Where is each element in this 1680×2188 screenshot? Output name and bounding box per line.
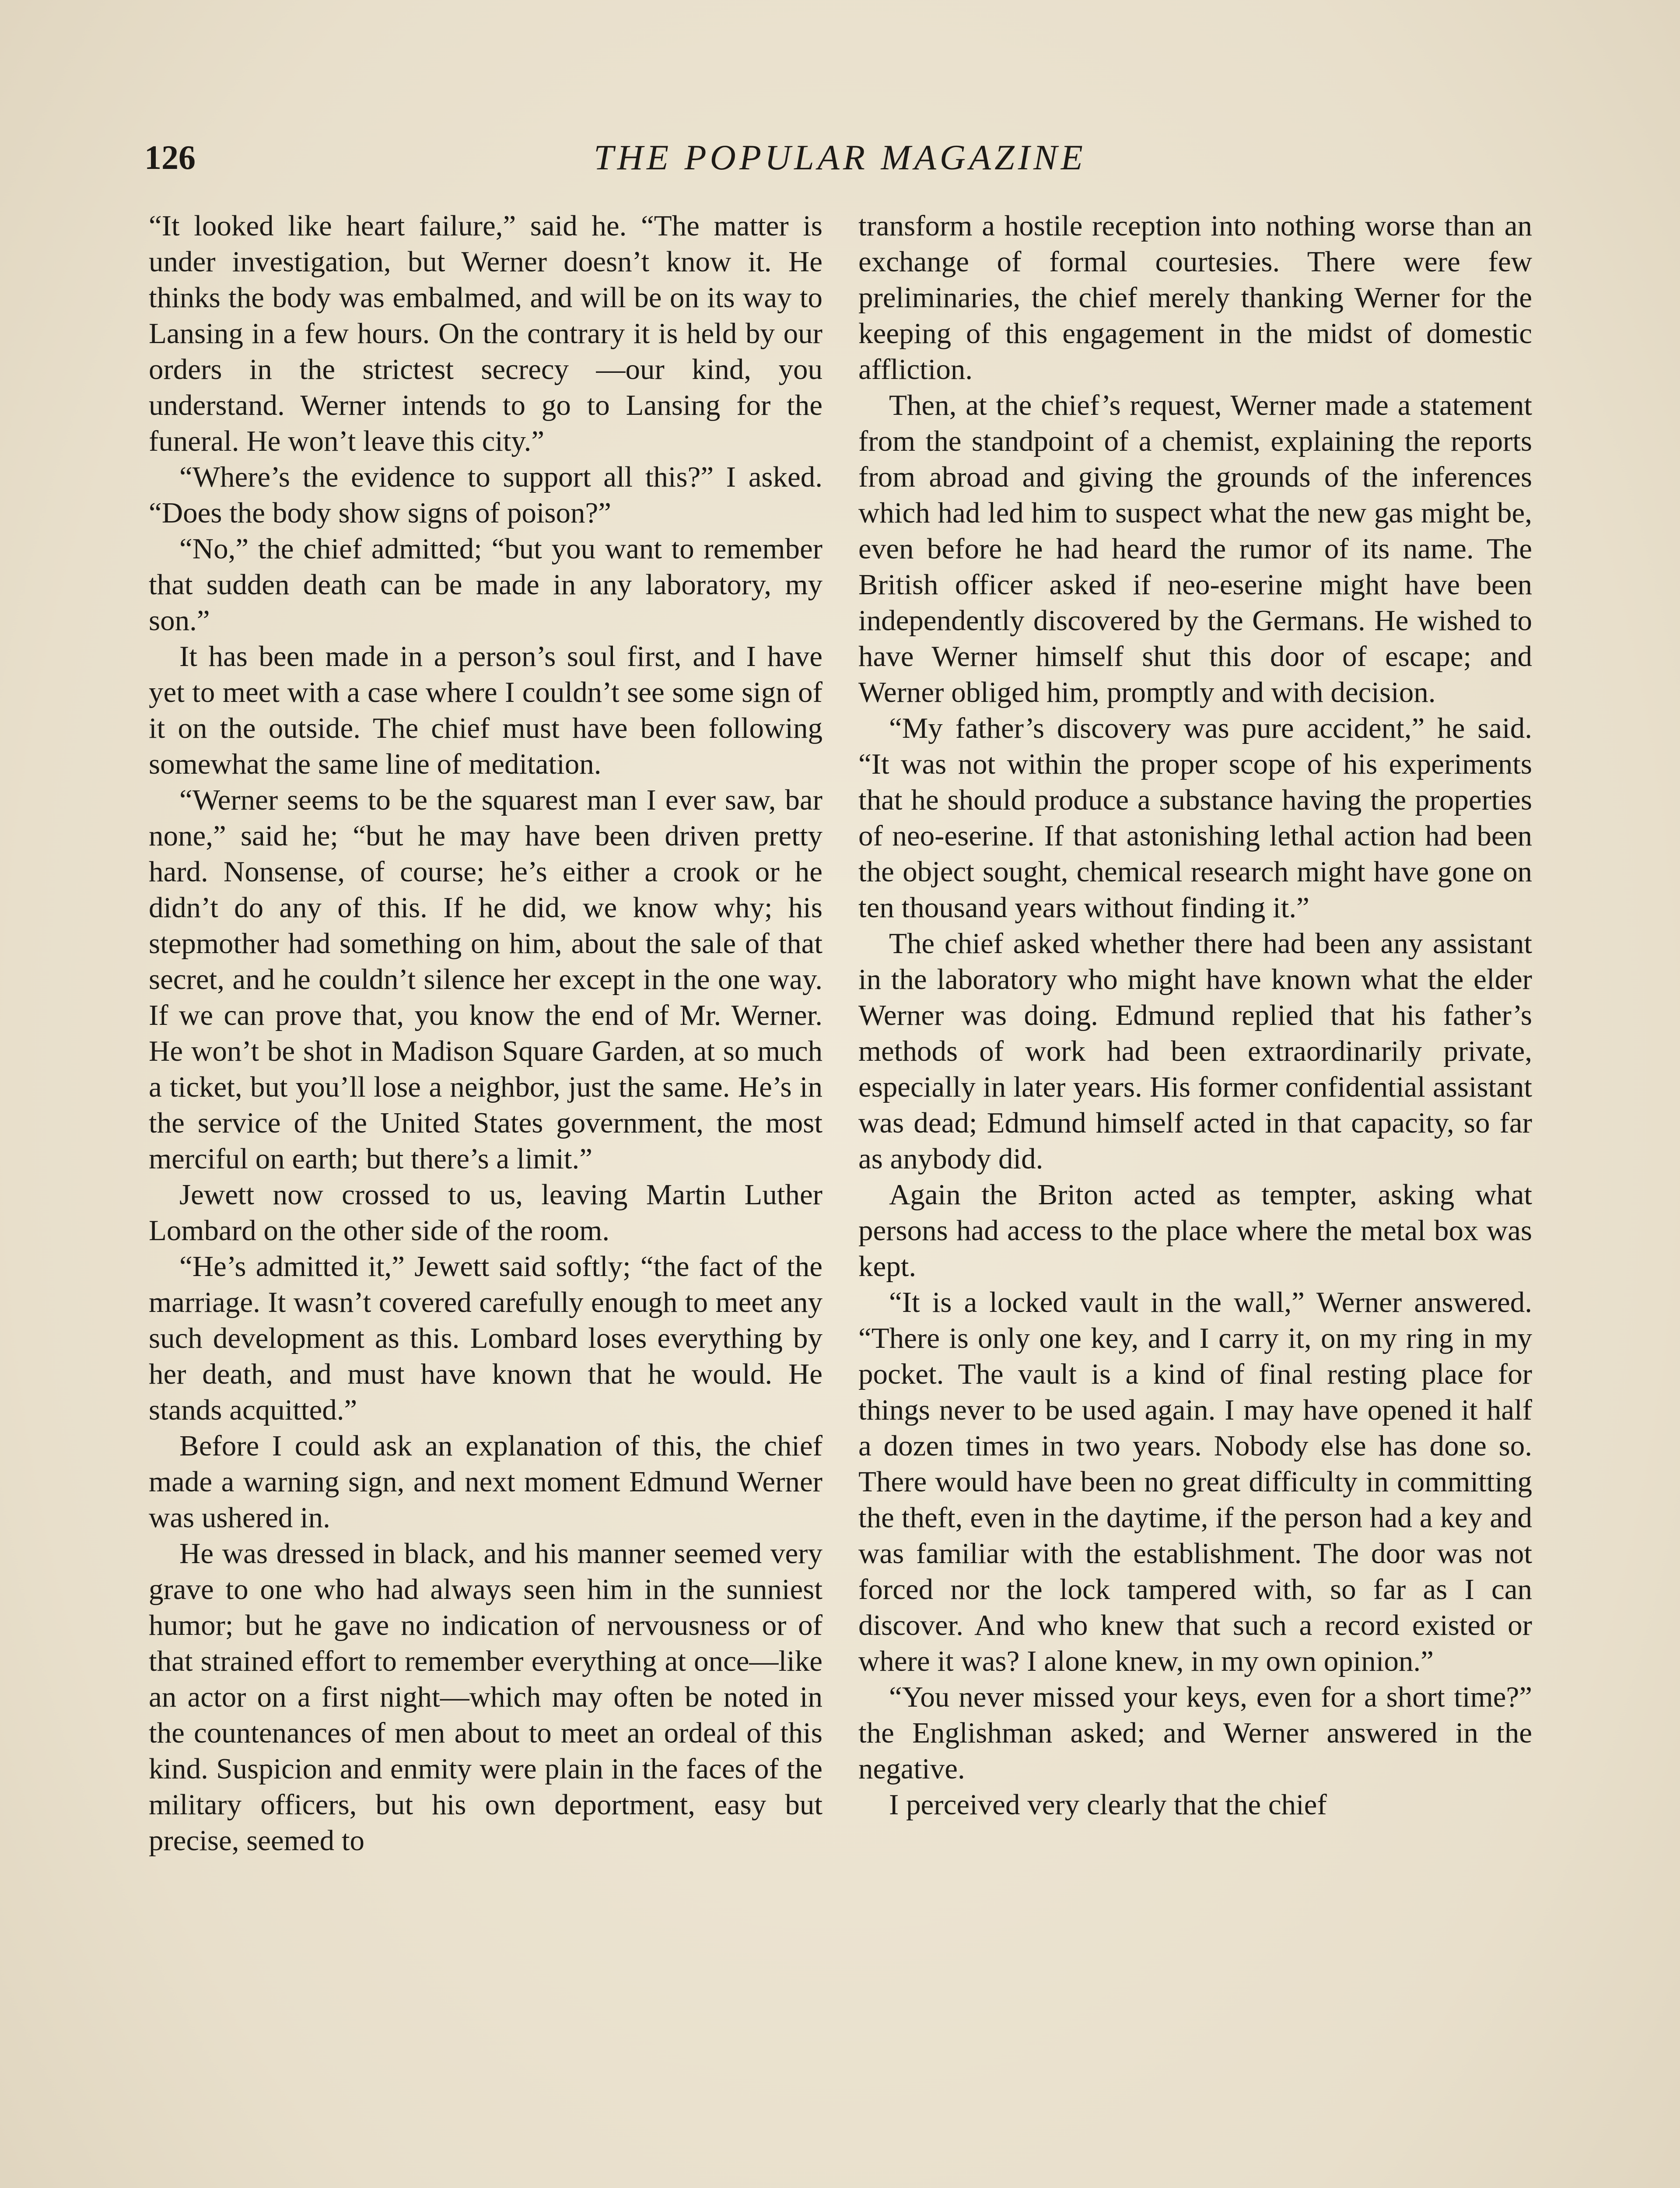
page-number: 126 — [144, 138, 196, 176]
paragraph: “You never missed your keys, even for a short time?” the Englishman asked; and Werner answered in the negative. — [858, 1681, 1532, 1785]
paragraph: “It looked like heart failure,” said he. “The matter is under investigation, but Werner doesn’t know it. He thinks the body was embalmed, and will be on its way to Lansing in a few hours. On the contrary it is held by our orders in the strictest secrecy —our kind, you understand. Werner intends to go to Lansing for the funeral. He won’t leave this city.” — [149, 210, 822, 457]
paragraph: “No,” the chief admitted; “but you want to remember that sudden death can be made in any laboratory, my son.” — [149, 533, 822, 637]
paragraph: Before I could ask an explanation of this, the chief made a warning sign, and next moment Edmund Werner was ushered in. — [149, 1430, 822, 1534]
paragraph: “Where’s the evidence to support all this?” I asked. “Does the body show signs of poison?” — [149, 461, 822, 529]
paragraph: Jewett now crossed to us, leaving Martin Luther Lombard on the other side of the room. — [149, 1178, 822, 1247]
paragraph: “He’s admitted it,” Jewett said softly; “the fact of the marriage. It wasn’t covered carefully enough to meet any such development as this. Lombard loses everything by her death, and must have known that he would. He stands acquitted.” — [149, 1250, 822, 1426]
paragraph: “It is a locked vault in the wall,” Werner answered. “There is only one key, and I carry it, on my ring in my pocket. The vault is a kind of final resting place for things never to be used again. I may have opened it half a dozen times in two years. Nobody else has done so. There would have been no great difficulty in committing the theft, even in the daytime, if the person had a key and was familiar with the establishment. The door was not forced nor the lock tampered with, so far as I can discover. And who knew that such a record existed or where it was? I alone knew, in my own opinion.” — [858, 1286, 1532, 1677]
paragraph: “My father’s discovery was pure accident,” he said. “It was not within the proper scope of his experiments that he should produce a substance having the properties of neo-eserine. If that astonishing lethal action had been the object sought, chemical research might have gone on ten thousand years without finding it.” — [858, 712, 1532, 924]
right-column — [858, 208, 1532, 1823]
paragraph: It has been made in a person’s soul first, and I have yet to meet with a case where I couldn’t see some sign of it on the outside. The chief must have been following somewhat the same line of meditation. — [149, 640, 822, 780]
paragraph: transform a hostile reception into nothing worse than an exchange of formal courtesies. There were few preliminaries, the chief merely thanking Werner for the keeping of this engagement in the midst of domestic affliction. — [858, 210, 1532, 386]
page-header — [144, 131, 1536, 188]
paragraph: Then, at the chief’s request, Werner made a statement from the standpoint of a chemist, explaining the reports from abroad and giving the grounds of the inferences which had led him to suspect what the new gas might be, even before he had heard the rumor of its name. The British officer asked if neo-eserine might have been independently discovered by the Germans. He wished to have Werner himself shut this door of escape; and Werner obliged him, promptly and with decision. — [858, 389, 1532, 708]
paragraph: The chief asked whether there had been any assistant in the laboratory who might have known what the elder Werner was doing. Edmund replied that his father’s methods of work had been extraordinarily private, especially in later years. His former confidential assistant was dead; Edmund himself acted in that capacity, so far as anybody did. — [858, 927, 1532, 1175]
running-title: THE POPULAR MAGAZINE — [594, 137, 1086, 177]
paragraph: “Werner seems to be the squarest man I ever saw, bar none,” said he; “but he may have been driven pretty hard. Nonsense, of course; he’s either a crook or he didn’t do any of this. If he did, we know why; his stepmother had something on him, about the sale of that secret, and he couldn’t silence her except in the one way. If we can prove that, you know the end of Mr. Werner. He won’t be shot in Madison Square Garden, at so much a ticket, but you’ll lose a neighbor, just the same. He’s in the service of the United States government, the most merciful on earth; but there’s a limit.” — [149, 784, 822, 1175]
paragraph: I perceived very clearly that the chief — [889, 1788, 1327, 1821]
paragraph: He was dressed in black, and his manner seemed very grave to one who had always seen him in the sunniest humor; but he gave no indication of nervousness or of that strained effort to remember everything at once—like an actor on a first night—which may often be noted in the countenances of men about to meet an ordeal of this kind. Suspicion and enmity were plain in the faces of the military officers, but his own deportment, easy but precise, seemed to — [149, 1537, 822, 1857]
left-column — [149, 208, 822, 1858]
paragraph: Again the Briton acted as tempter, asking what persons had access to the place where the metal box was kept. — [858, 1178, 1532, 1283]
